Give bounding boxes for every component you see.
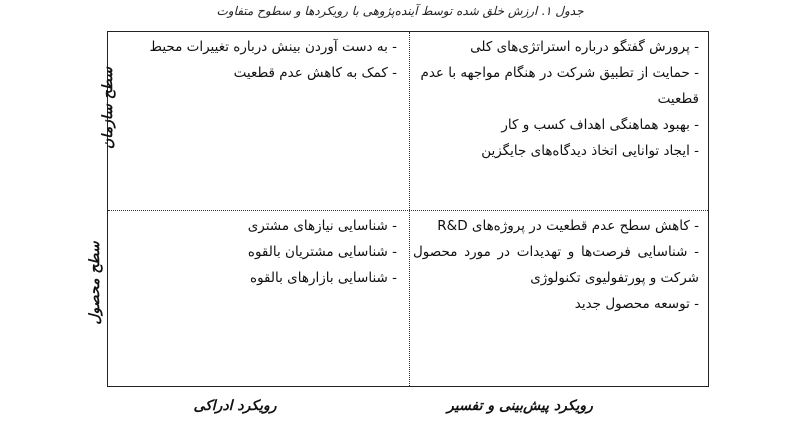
list-item: - ایجاد توانایی اتخاذ دیدگاه‌های جایگزین [481,143,699,159]
list-item: - شناسایی مشتریان بالقوه [247,244,397,260]
row-label-product: سطح محصول [87,241,103,325]
list-item: - بهبود هماهنگی اهداف کسب و کار [501,117,699,133]
column-label-perception: رویکرد ادراکی [193,398,277,414]
cell-organization-prediction [413,34,707,164]
list-item: - به دست آوردن بینش درباره تغییرات محیط [149,39,397,55]
cell-product-prediction [413,213,707,317]
table-caption: جدول ۱. ارزش خلق شده توسط آینده‌پژوهی با رویکردها و سطوح متفاوت [216,4,584,18]
column-divider [409,32,410,386]
list-item: - شناسایی بازارهای بالقوه [250,270,397,286]
column-label-prediction: رویکرد پیش‌بینی و تفسیر [447,398,593,414]
list-item: - شناسایی نیازهای مشتری [247,218,397,234]
value-matrix-table [107,31,709,387]
list-item: - توسعه محصول جدید [574,296,699,312]
list-item: - شناسایی فرصت‌ها و تهدیدات در مورد محصول شرکت و پورتفولیوی تکنولوژی [413,244,699,286]
list-item: - کمک به کاهش عدم قطعیت [233,65,397,81]
list-item: - حمایت از تطبیق شرکت در هنگام مواجهه با عدم قطعیت [420,65,699,107]
row-divider [108,210,708,211]
list-item: - پرورش گفتگو درباره استراتژی‌های کلی [470,39,699,55]
list-item: - کاهش سطح عدم قطعیت در پروژه‌های R&D [437,218,699,234]
row-label-organization: سطح سازمان [100,67,116,149]
cell-organization-perception [111,34,405,86]
cell-product-perception [111,213,405,291]
